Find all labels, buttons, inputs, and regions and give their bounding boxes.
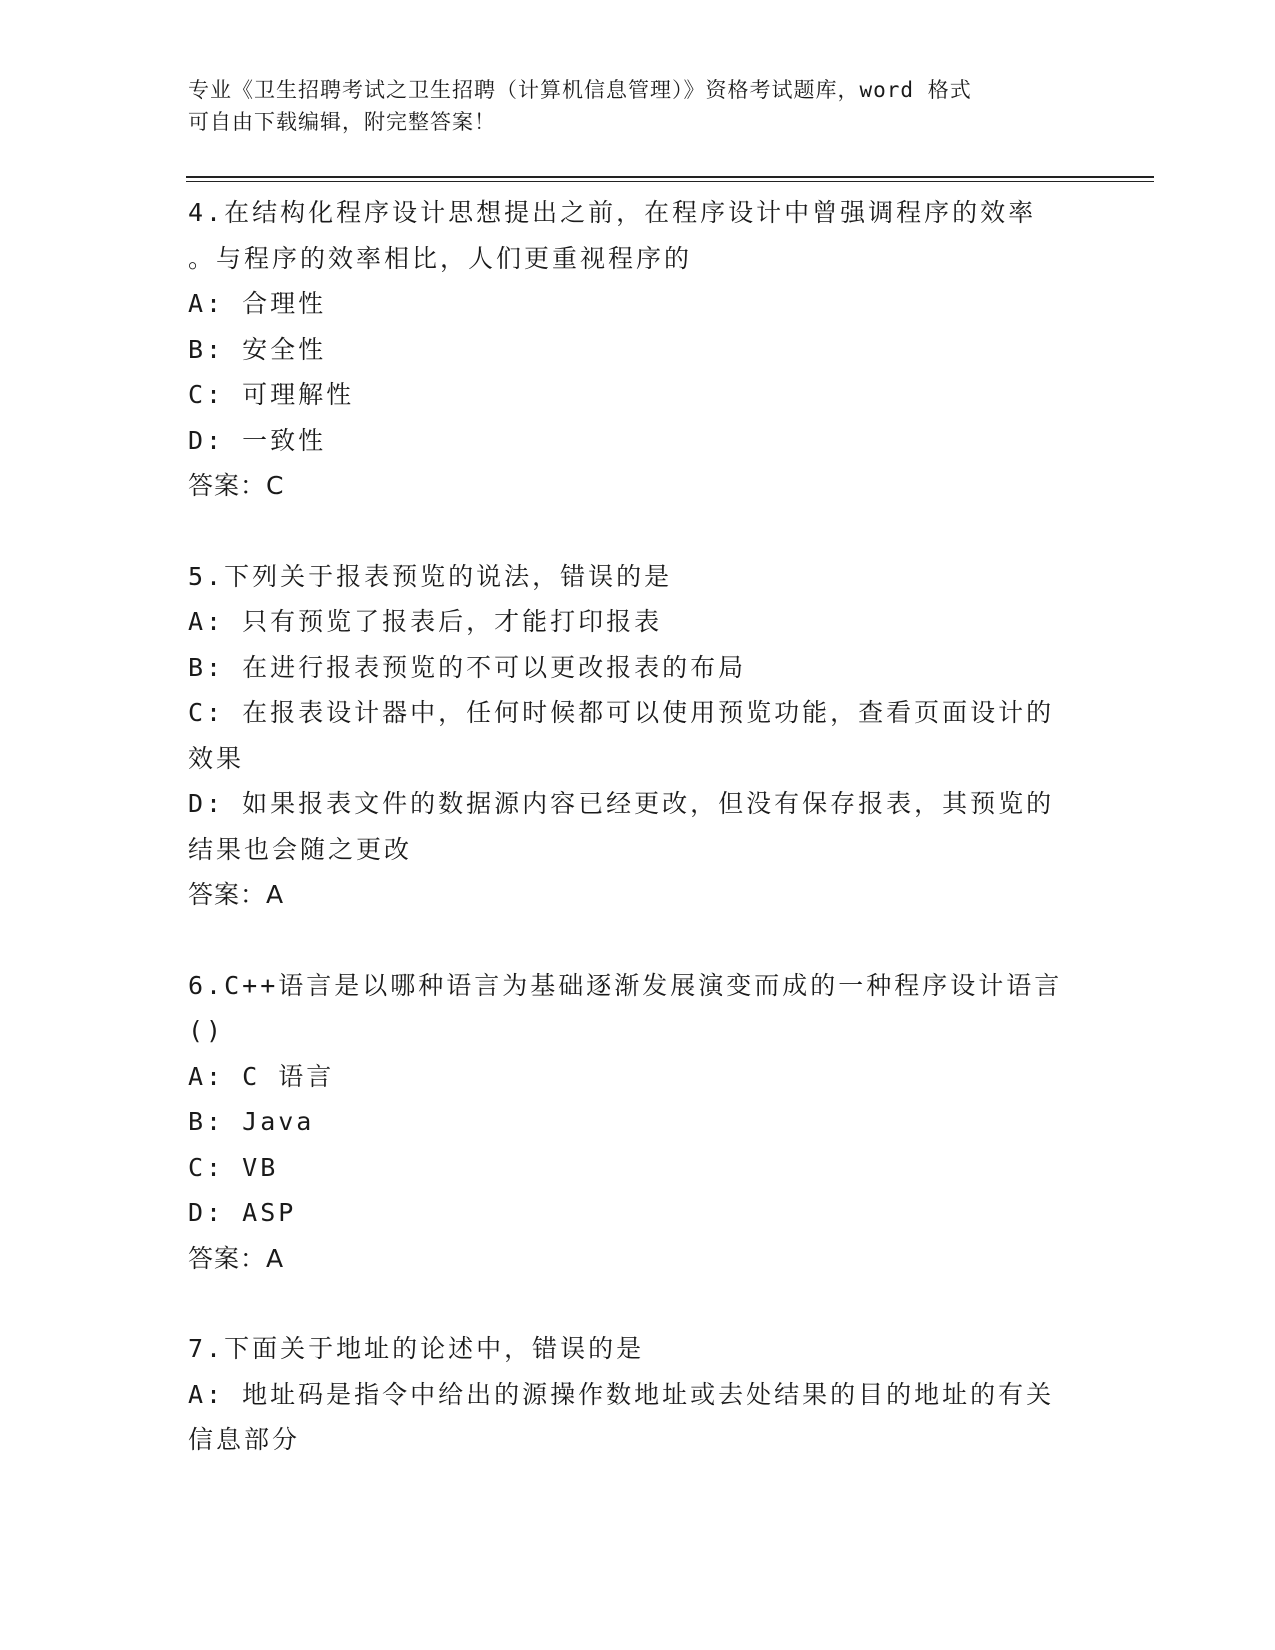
answer-option: B: 在进行报表预览的不可以更改报表的布局 [188, 652, 747, 682]
divider-thick [186, 176, 1154, 178]
header-divider [186, 176, 1154, 182]
answer-option: A: 合理性 [188, 289, 327, 318]
question-stem: 7.下面关于地址的论述中，错误的是 [188, 1334, 645, 1363]
answer-option: A: 地址码是指令中给出的源操作数地址或去处结果的目的地址的有关 [188, 1379, 1055, 1409]
question-stem: () [188, 1016, 225, 1045]
answer-option: C: 可理解性 [188, 380, 355, 409]
answer-key: 答案：C [188, 471, 285, 500]
question-stem: 6.C++语言是以哪种语言为基础逐渐发展演变而成的一种程序设计语言 [188, 970, 1063, 1000]
question-stem: 。与程序的效率相比，人们更重视程序的 [188, 243, 693, 273]
header-line-2: 可自由下载编辑，附完整答案！ [188, 110, 496, 134]
answer-option: D: ASP [188, 1198, 297, 1227]
answer-option: B: Java [188, 1107, 315, 1136]
question-stem: 5.下列关于报表预览的说法，错误的是 [188, 561, 673, 591]
answer-option: D: 一致性 [188, 425, 327, 455]
header-line-1: 专业《卫生招聘考试之卫生招聘（计算机信息管理）》资格考试题库，word 格式 [188, 78, 972, 102]
answer-option: 结果也会随之更改 [188, 834, 413, 864]
question-list [188, 190, 1078, 1508]
answer-option: 效果 [188, 743, 245, 773]
answer-option: B: 安全性 [188, 334, 327, 364]
answer-key: 答案：A [188, 880, 285, 909]
question-block [188, 963, 1078, 1282]
answer-option: C: VB [188, 1152, 279, 1182]
answer-key: 答案：A [188, 1243, 285, 1273]
document-header [188, 74, 1068, 138]
question-block [188, 1326, 1078, 1463]
question-block [188, 554, 1078, 918]
question-block [188, 190, 1078, 509]
answer-option: D: 如果报表文件的数据源内容已经更改，但没有保存报表，其预览的 [188, 789, 1055, 818]
answer-option: A: C 语言 [188, 1061, 335, 1091]
divider-thin [186, 181, 1154, 182]
question-stem: 4.在结构化程序设计思想提出之前，在程序设计中曾强调程序的效率 [188, 198, 1037, 227]
answer-option: A: 只有预览了报表后，才能打印报表 [188, 607, 663, 636]
answer-option: 信息部分 [188, 1425, 301, 1454]
answer-option: C: 在报表设计器中，任何时候都可以使用预览功能，查看页面设计的 [188, 698, 1055, 727]
